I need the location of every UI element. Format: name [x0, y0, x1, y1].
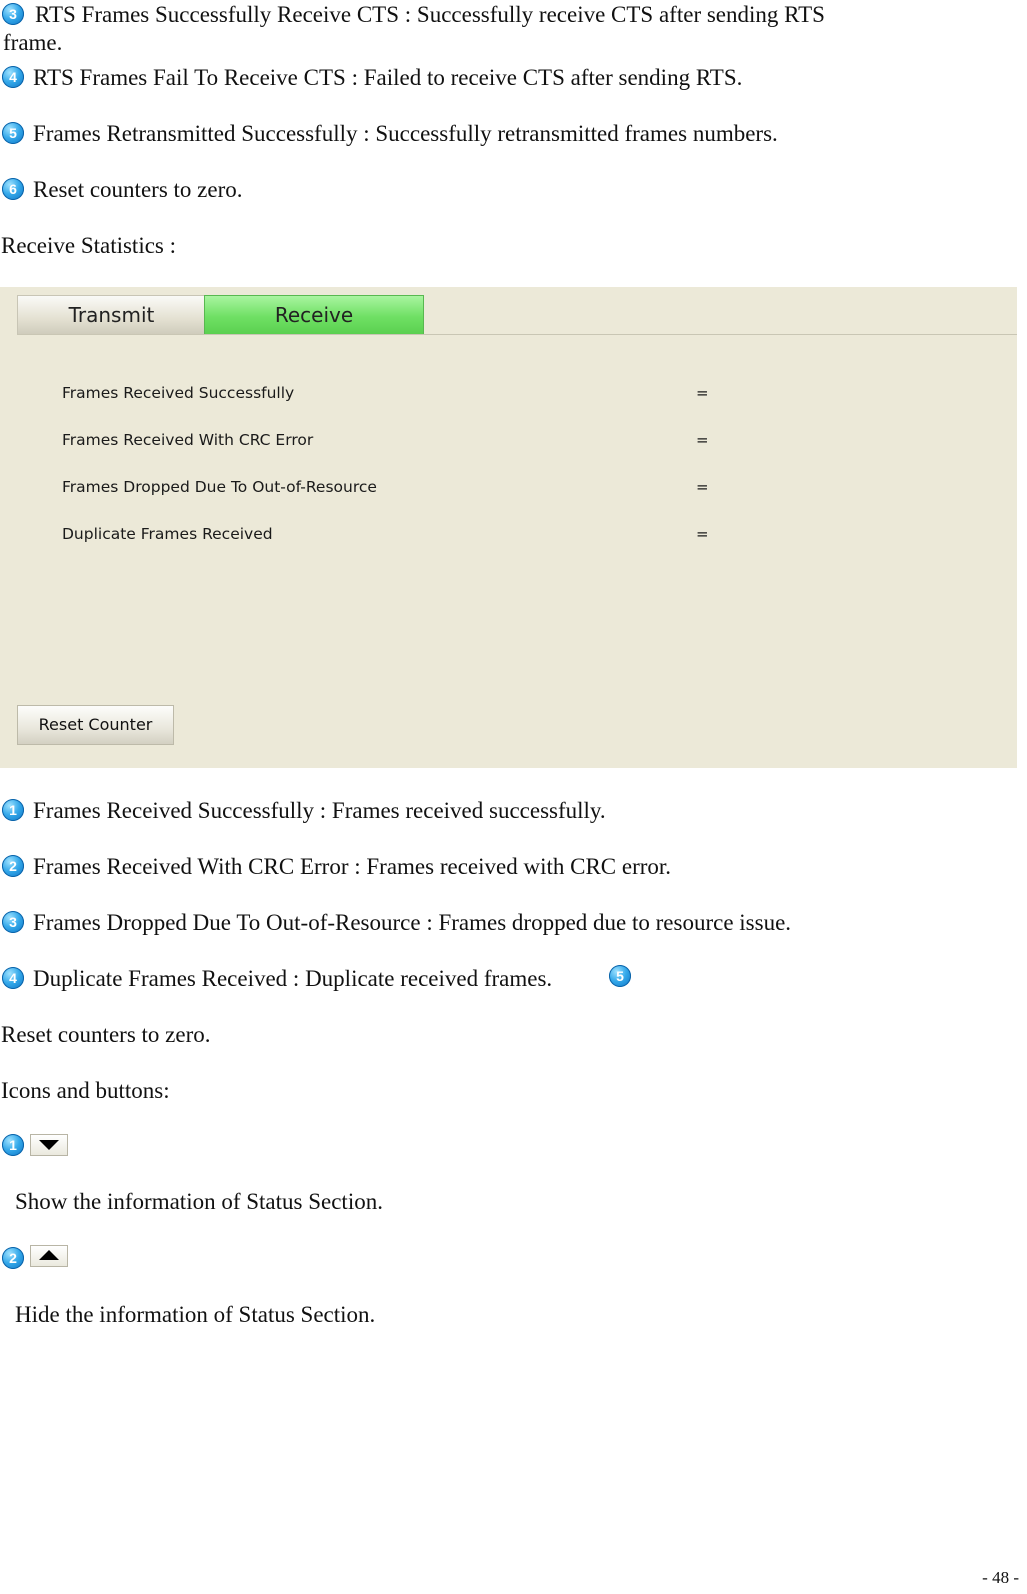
- number-4-icon: 4: [2, 967, 24, 989]
- number-3-icon: 3: [2, 3, 24, 25]
- number-3-icon: 3: [2, 911, 24, 933]
- show-status-description: Show the information of Status Section.: [15, 1189, 383, 1214]
- receive-statistics-panel: [0, 287, 1017, 768]
- number-2-icon: 2: [2, 855, 24, 877]
- stat-label-frames-received-successfully: Frames Received Successfully: [62, 384, 295, 402]
- stat-equals: =: [696, 525, 709, 543]
- reset-counter-button[interactable]: Reset Counter: [17, 705, 174, 745]
- transmit-item-rts-success-cont: frame.: [3, 30, 63, 55]
- stat-label-duplicate-frames: Duplicate Frames Received: [62, 525, 273, 543]
- receive-item-duplicate: Duplicate Frames Received : Duplicate received frames.: [33, 966, 553, 991]
- stat-equals: =: [696, 384, 709, 402]
- number-6-icon: 6: [2, 178, 24, 200]
- receive-statistics-heading: Receive Statistics :: [1, 233, 177, 258]
- tab-receive[interactable]: Receive: [204, 295, 424, 335]
- tab-divider: [17, 334, 1017, 335]
- receive-item-crc: Frames Received With CRC Error : Frames received with CRC error.: [33, 854, 672, 879]
- receive-item-dropped: Frames Dropped Due To Out-of-Resource : Frames dropped due to resource issue.: [33, 910, 792, 935]
- arrow-down-icon: [30, 1134, 68, 1156]
- transmit-item-retransmitted: Frames Retransmitted Successfully : Successfully retransmitted frames numbers.: [33, 121, 778, 146]
- number-1-icon: 1: [2, 799, 24, 821]
- tab-transmit[interactable]: Transmit: [17, 295, 206, 335]
- number-1-icon: 1: [2, 1134, 24, 1156]
- hide-status-description: Hide the information of Status Section.: [15, 1302, 376, 1327]
- icons-heading: Icons and buttons:: [1, 1078, 170, 1103]
- arrow-up-icon: [30, 1245, 68, 1267]
- receive-item-reset: Reset counters to zero.: [1, 1022, 211, 1047]
- receive-item-success: Frames Received Successfully : Frames received successfully.: [33, 798, 606, 823]
- stat-equals: =: [696, 431, 709, 449]
- transmit-item-reset: Reset counters to zero.: [33, 177, 243, 202]
- page-number: - 48 -: [982, 1568, 1019, 1587]
- number-4-icon: 4: [2, 66, 24, 88]
- number-5-icon: 5: [609, 965, 631, 987]
- transmit-item-rts-fail: RTS Frames Fail To Receive CTS : Failed to receive CTS after sending RTS.: [33, 65, 743, 90]
- transmit-item-rts-success: RTS Frames Successfully Receive CTS : Successfully receive CTS after sending RTS: [35, 2, 825, 27]
- number-5-icon: 5: [2, 122, 24, 144]
- stat-label-frames-crc-error: Frames Received With CRC Error: [62, 431, 314, 449]
- number-2-icon: 2: [2, 1247, 24, 1269]
- stat-label-frames-dropped: Frames Dropped Due To Out-of-Resource: [62, 478, 377, 496]
- stat-equals: =: [696, 478, 709, 496]
